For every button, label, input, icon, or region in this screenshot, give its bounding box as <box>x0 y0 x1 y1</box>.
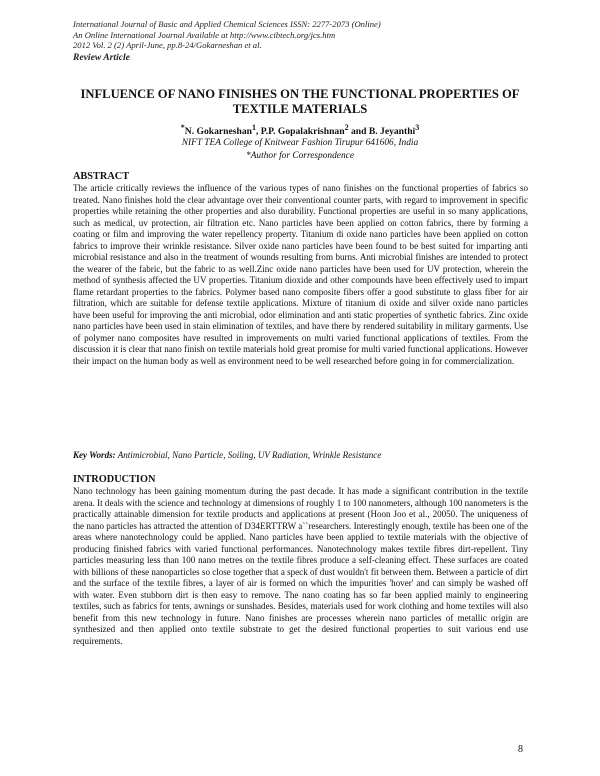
author-1-affil: 1 <box>251 123 256 132</box>
article-type: Review Article <box>73 51 130 63</box>
author-3: B. Jeyanthi <box>368 126 416 138</box>
affiliation: NIFT TEA College of Knitwear Fashion Tirupur 641606, India <box>181 138 419 148</box>
journal-volume: 2012 Vol. 2 (2) April-June, pp.8-24/Gokarneshan et al. <box>73 40 262 51</box>
author-separator: and <box>348 126 369 138</box>
article-title: INFLUENCE OF NANO FINISHES ON THE FUNCTIONAL PROPERTIES OF TEXTILE MATERIALS <box>80 87 520 116</box>
keywords <box>73 450 528 462</box>
keywords-label: Key Words: <box>73 450 116 460</box>
keywords-text: Antimicrobial, Nano Particle, Soiling, UV Radiation, Wrinkle Resistance <box>115 450 382 460</box>
author-1: N. Gokarneshan <box>184 126 252 138</box>
abstract-text: The article critically reviews the influence of the various types of nano finishes on the functional properties of fabrics so treated. Nano finishes hold the clear advantage over their conventional counter parts, with regard to improvement in specific properties while retaining the other properties and also durability. Functional properties are useful in so many applications, such as medical, uv protection, air filtration etc. Nano particles have been applied on cotton fabrics, there by forming a coating or film and improving the water repellency property. Titanium di oxide nano particles have been applied on cotton fabrics to improve their wrinkle resistance. Silver oxide nano particles have been found to be best suited for imparting anti microbial resistance and also in the treatment of wounds resulting from burns. Anti microbial finishes are intended to protect the wearer of the fabric, but the fabric to as well.Zinc oxide nano particles have been used for UV protection, wherein the method of synthesis affected the UV properties. Titanium dioxide and other compounds have been effectively used to impart flame retardant properties to the fabrics. Polymer based nano composite fibers offer a good substitute to glass fiber for air filtration, which are suitable for defense textile applications. Mixture of titanium di oxide and silver oxide nano particles have been useful for improving the anti microbial, odor elimination and anti static properties of synthetic fabrics. Zinc oxide nano particles have been used in stain elimination of textiles, and have there by rendered suitability in military garments. Use of polymer nano composites have resulted in improvements on multi varied functional applications of textiles. From the discussion it is clear that nano finish on textile materials hold great promise for multi varied functional applications. However their impact on the human body as well as environment need to be well researched before going in for commercialization. <box>73 183 528 366</box>
correspondence-marker: * <box>180 123 185 132</box>
journal-name: International Journal of Basic and Applied Chemical Sciences ISSN: 2277-2073 (Online) <box>73 19 381 29</box>
introduction-heading: INTRODUCTION <box>73 474 156 485</box>
journal-header <box>73 19 543 64</box>
author-separator: , <box>255 126 261 138</box>
author-2-affil: 2 <box>344 123 349 132</box>
page-number: 8 <box>518 744 523 755</box>
author-3-affil: 3 <box>415 123 420 132</box>
correspondence-note: *Author for Correspondence <box>246 150 354 161</box>
author-2: P.P. Gopalakrishnan <box>260 126 345 138</box>
affiliation-block <box>60 137 540 162</box>
introduction-text: Nano technology has been gaining momentum during the past decade. It has made a significant contribution in the textile arena. It deals with the science and technology at dimensions of roughly 1 to 100 nanometers, although 100 nanometers is the practically attainable dimension for textile products and applications at present (Hoon Joo et al., 20050. The uniqueness of the nano particles has attracted the attention of D34ERTTRW a``researchers. Interestingly enough, textile has been one of the areas where nanotechnology could be applied. Nano particles have been applied to textile materials with the objective of producing finished fabrics with varied functional performances. Nanotechnology makes textile fibres dirt-repellent. Tiny particles measuring less than 100 nano metres on the textile fibres produce a self-cleaning effect. These surfaces are coated with billions of these nanoparticles so close together that a speck of dust wouldn't fit between them. Between a particle of dirt and the surface of the textile fibres, a layer of air is formed on which the impurities 'hover' and can simply be washed off with water. Even stubborn dirt is then easy to remove. The nano coating has so far been applied mainly to engineering textiles, such as fabrics for tents, awnings or sunshades. Besides, materials used for work clothing and home textiles will also benefit from this new technology in future. Nano finishes are processes wherein nano particles of metallic origin are synthesized and then applied onto textile substrate to get the desired functional properties to suit various end use requirements. <box>73 486 528 646</box>
journal-availability: An Online International Journal Available at http://www.cibtech.org/jcs.htm <box>73 29 336 40</box>
author-line <box>60 122 540 138</box>
abstract-heading: ABSTRACT <box>73 171 130 182</box>
